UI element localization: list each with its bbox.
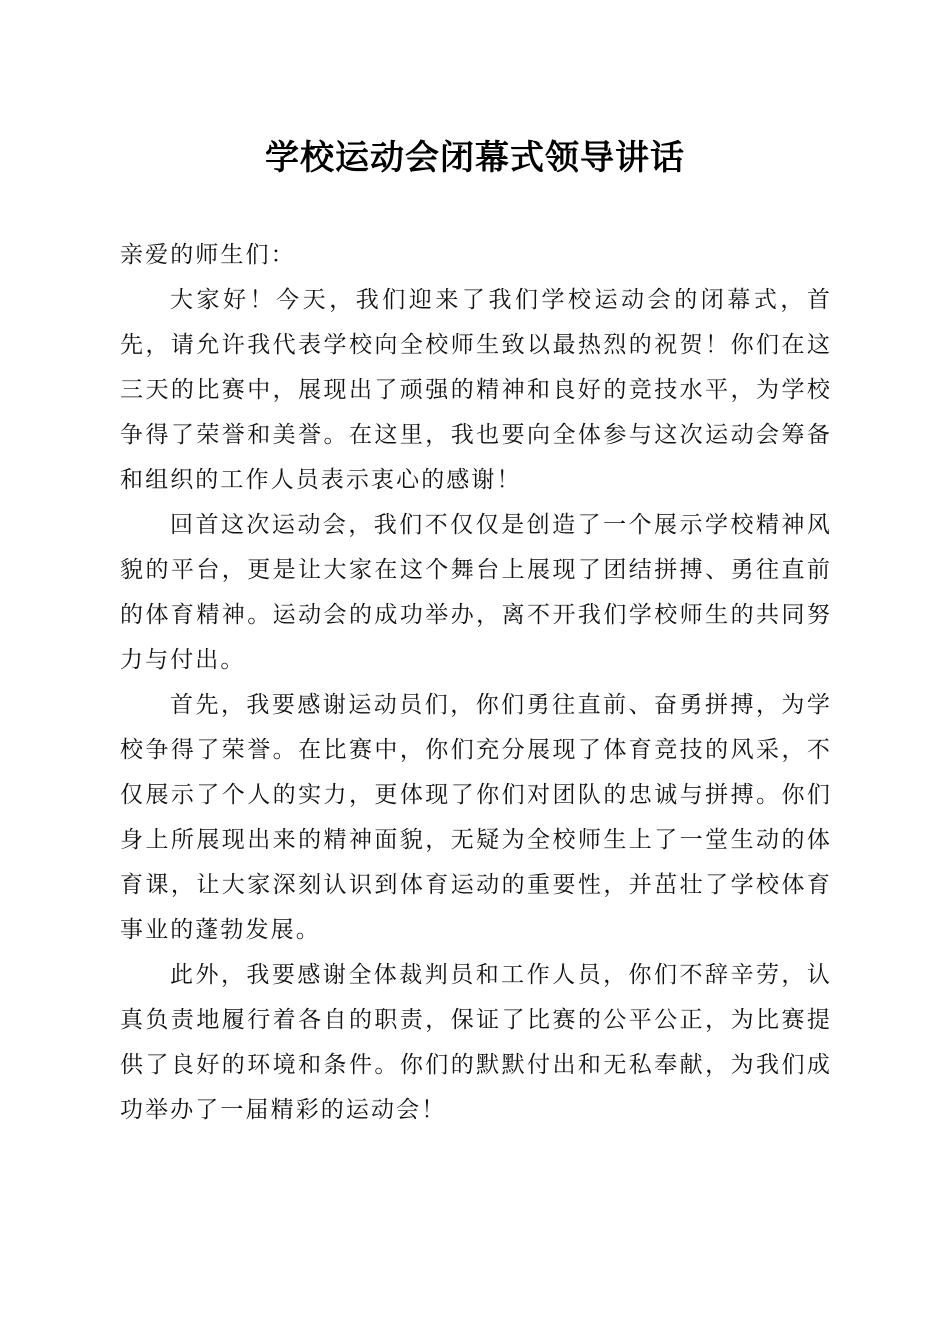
paragraph-3: 首先，我要感谢运动员们，你们勇往直前、奋勇拼搏，为学校争得了荣誉。在比赛中，你们充分展现了体育竞技的风采，不仅展示了个人的实力，更体现了你们对团队的忠诚与拼搏。你们身上所展现出来的精神面貌，无疑为全校师生上了一堂生动的体育课，让大家深刻认识到体育运动的重要性，并茁壮了学校体育事业的蓬勃发展。 bbox=[120, 692, 832, 943]
paragraph-2: 回首这次运动会，我们不仅仅是创造了一个展示学校精神风貌的平台，更是让大家在这个舞台上展现了团结拼搏、勇往直前的体育精神。运动会的成功举办，离不开我们学校师生的共同努力与付出。 bbox=[120, 512, 832, 673]
document-title: 学校运动会闭幕式领导讲话 bbox=[265, 138, 685, 178]
paragraph-4: 此外，我要感谢全体裁判员和工作人员，你们不辞辛劳，认真负责地履行着各自的职责，保证了比赛的公平公正，为比赛提供了良好的环境和条件。你们的默默付出和无私奉献，为我们成功举办了一届精彩的运动会！ bbox=[120, 962, 832, 1123]
salutation: 亲爱的师生们： bbox=[120, 242, 296, 268]
paragraph-1: 大家好！今天，我们迎来了我们学校运动会的闭幕式，首先，请允许我代表学校向全校师生致以最热烈的祝贺！你们在这三天的比赛中，展现出了顽强的精神和良好的竞技水平，为学校争得了荣誉和美誉。在这里，我也要向全体参与这次运动会筹备和组织的工作人员表示衷心的感谢！ bbox=[120, 287, 832, 493]
document-body bbox=[120, 233, 832, 1133]
